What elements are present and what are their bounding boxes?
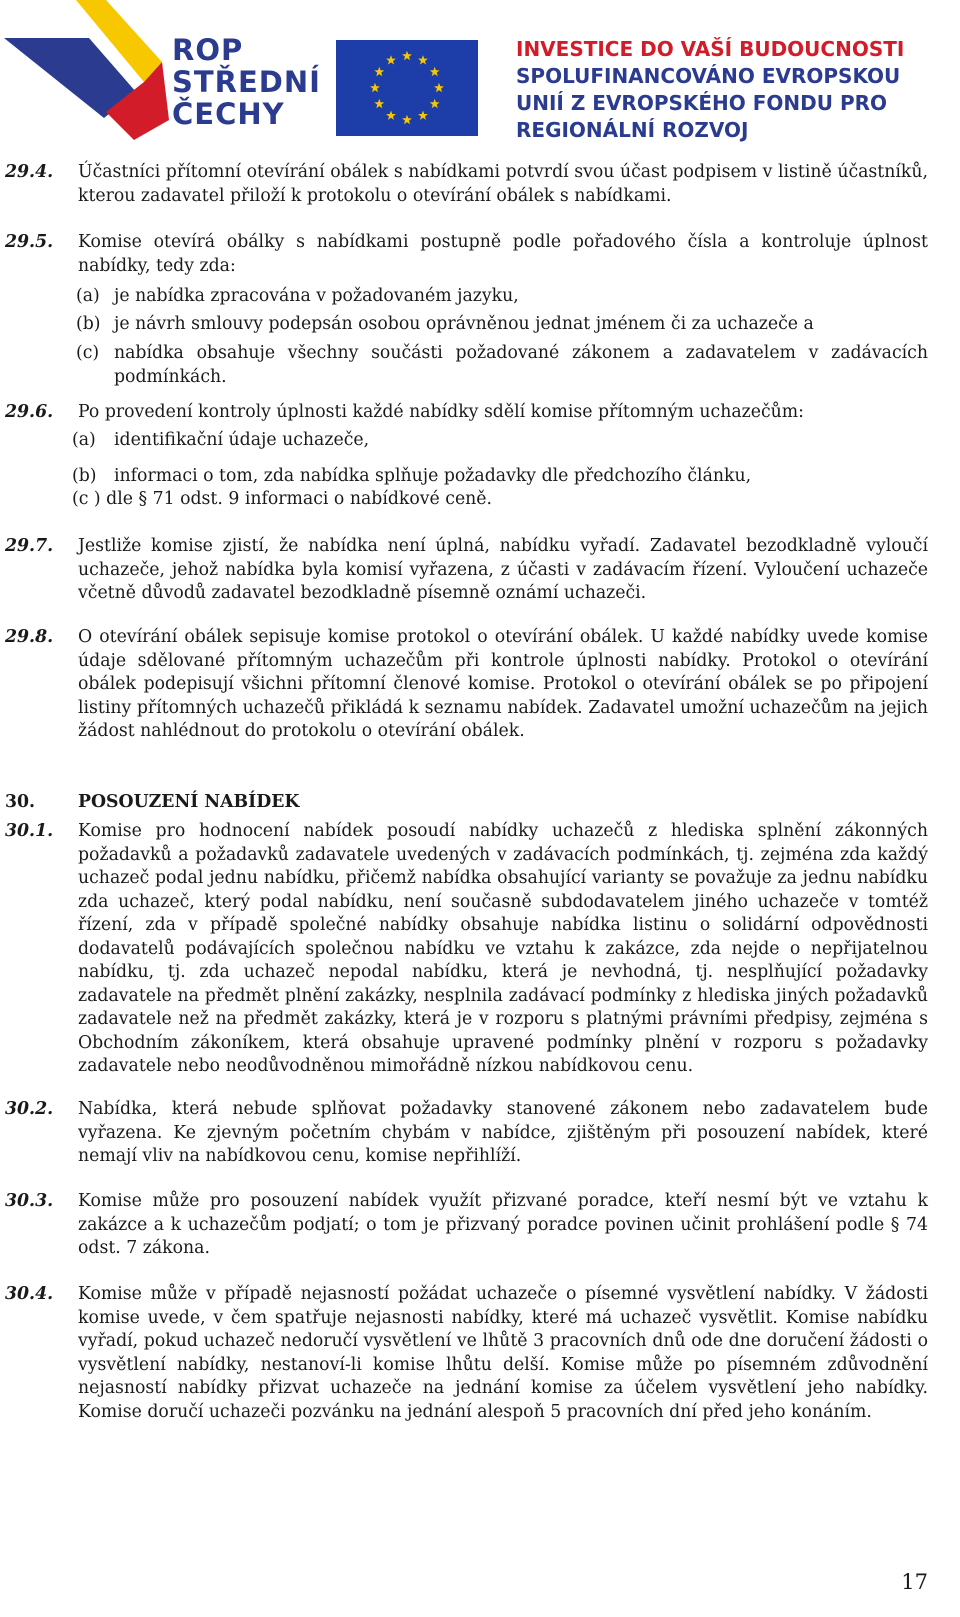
section-number: 30.3. xyxy=(5,1191,54,1211)
section-number: 29.6. xyxy=(5,402,54,422)
invest-line-4: REGIONÁLNÍ ROZVOJ xyxy=(516,118,749,142)
chapter-title: POSOUZENÍ NABÍDEK xyxy=(78,792,300,812)
section-paragraph: Po provedení kontroly úplnosti každé nabídky sdělí komise přítomným uchazečům: xyxy=(78,402,804,422)
section-number: 30.4. xyxy=(5,1284,54,1304)
rop-line-2: STŘEDNÍ xyxy=(172,65,321,99)
list-item-text: je návrh smlouvy podepsán osobou oprávněnou jednat jménem či za uchazeče a xyxy=(114,314,814,334)
section-number: 29.7. xyxy=(5,536,54,556)
page-number: 17 xyxy=(901,1570,928,1594)
eu-flag-icon xyxy=(336,40,478,136)
section-number: 29.8. xyxy=(5,627,54,647)
rop-line-3: ČECHY xyxy=(172,97,285,131)
section-paragraph: Komise pro hodnocení nabídek posoudí nabídky uchazečů z hlediska splnění zákonných požadavků a požadavků zadavatele uvedených v zadávacích podmínkách, tj. zejména zda každý uchazeč podal jednu nabídku, přičemž nabídka obsahující varianty se považuje za jednu nabídku zda uchazeč, který podal nabídku, není současně subdodavatelem jiného uchazeče v tomtéž řízení, zda v případě společné nabídky obsahuje nabídka listinu o solidární odpovědnosti dodavatelů podávajících společnou nabídku ve vztahu k zakázce, zda nejde o nepřijatelnou nabídku, tj. zda uchazeč nepodal nabídku, která je nevhodná, tj. nesplňující požadavky zadavatele na předmět plnění zakázky, nesplnila zadávací podmínky z hlediska jiných požadavků zadavatele než na předmět zakázky, která je v rozporu s platnými právními předpisy, zejména s Obchodním zákoníkem, která obsahuje upravené podmínky plnění v rozporu s požadavky zadavatele nebo neodůvodněnou mimořádně nízkou nabídkovou cenu. xyxy=(78,821,928,1076)
list-item-text: (c ) dle § 71 odst. 9 informaci o nabídkové ceně. xyxy=(72,489,493,509)
list-item-label: (a) xyxy=(72,430,96,450)
section-paragraph: Účastníci přítomní otevírání obálek s nabídkami potvrdí svou účast podpisem v listině účastníků, kterou zadavatel přiloží k protokolu o otevírání obálek s nabídkami. xyxy=(78,162,928,206)
list-item-label: (a) xyxy=(76,286,100,306)
list-item-text: je nabídka zpracována v požadovaném jazyku, xyxy=(114,286,519,306)
eu-funding-statement xyxy=(516,36,904,144)
section-paragraph: Komise otevírá obálky s nabídkami postupně podle pořadového čísla a kontroluje úplnost nabídky, tedy zda: xyxy=(78,232,928,276)
section-paragraph: Nabídka, která nebude splňovat požadavky stanovené zákonem nebo zadavatelem bude vyřazena. Ke zjevným početním chybám v nabídce, zjištěným při posouzení nabídek, které nemají vliv na nabídkovou cenu, komise nepřihlíží. xyxy=(78,1099,928,1166)
rop-stredni-cechy-wordmark xyxy=(172,34,321,130)
section-paragraph: O otevírání obálek sepisuje komise protokol o otevírání obálek. U každé nabídky uvede komise údaje sdělované přítomným uchazečům při kontrole úplnosti nabídky. Protokol o otevírání obálek podepisují všichni přítomní členové komise. Protokol o otevírání obálek se po připojení listiny přítomných uchazečů přikládá k seznamu nabídek. Zadavatel umožní uchazečům na jejich žádost nahlédnout do protokolu o otevírání obálek. xyxy=(78,627,928,741)
list-item-label: (b) xyxy=(72,466,97,486)
section-paragraph: Jestliže komise zjistí, že nabídka není úplná, nabídku vyřadí. Zadavatel bezodkladně vyloučí uchazeče, jehož nabídka byla komisí vyřazena, z účasti v zadávacím řízení. Vyloučení uchazeče včetně důvodů zadavatel bezodkladně písemně oznámí uchazeči. xyxy=(78,536,928,603)
section-paragraph: Komise může v případě nejasností požádat uchazeče o písemné vysvětlení nabídky. V žádosti komise uvede, v čem spatřuje nejasnosti nabídky, které má uchazeč vysvětlit. Komise nabídku vyřadí, pokud uchazeč nedoručí vysvětlení ve lhůtě 3 pracovních dnů ode dne doručení žádosti o vysvětlení nabídky, nestanoví-li komise lhůtu delší. Komise může po písemném zdůvodnění nejasností nabídky přizvat uchazeče na jednání komise za účelem vysvětlení jeho nabídky. Komise doručí uchazeči pozvánku na jednání alespoň 5 pracovních dní před jeho konáním. xyxy=(78,1284,928,1422)
list-item-label: (c) xyxy=(76,343,100,363)
invest-line-3: UNIÍ Z EVROPSKÉHO FONDU PRO xyxy=(516,91,888,115)
section-paragraph: Komise může pro posouzení nabídek využít přizvané poradce, kteří nesmí být ve vztahu k zakázce a k uchazečům podjatí; o tom je přizvaný poradce povinen učinit prohlášení podle § 74 odst. 7 zákona. xyxy=(78,1191,928,1258)
section-number: 30.1. xyxy=(5,821,54,841)
list-item-text: identifikační údaje uchazeče, xyxy=(114,430,370,450)
section-number: 29.5. xyxy=(5,232,54,252)
section-number: 30.2. xyxy=(5,1099,54,1119)
list-item-text: nabídka obsahuje všechny součásti požadované zákonem a zadavatelem v zadávacích podmínkách. xyxy=(114,343,928,387)
list-item-text: informaci o tom, zda nabídka splňuje požadavky dle předchozího článku, xyxy=(114,466,752,486)
invest-line-2: SPOLUFINANCOVÁNO EVROPSKOU xyxy=(516,64,901,88)
page-header xyxy=(0,0,960,150)
rop-line-1: ROP xyxy=(172,33,244,67)
list-item-label: (b) xyxy=(76,314,101,334)
section-number: 29.4. xyxy=(5,162,54,182)
invest-line-1: INVESTICE DO VAŠÍ BUDOUCNOSTI xyxy=(516,37,905,61)
rop-logo-chevron xyxy=(4,0,169,145)
chapter-number: 30. xyxy=(5,792,36,812)
